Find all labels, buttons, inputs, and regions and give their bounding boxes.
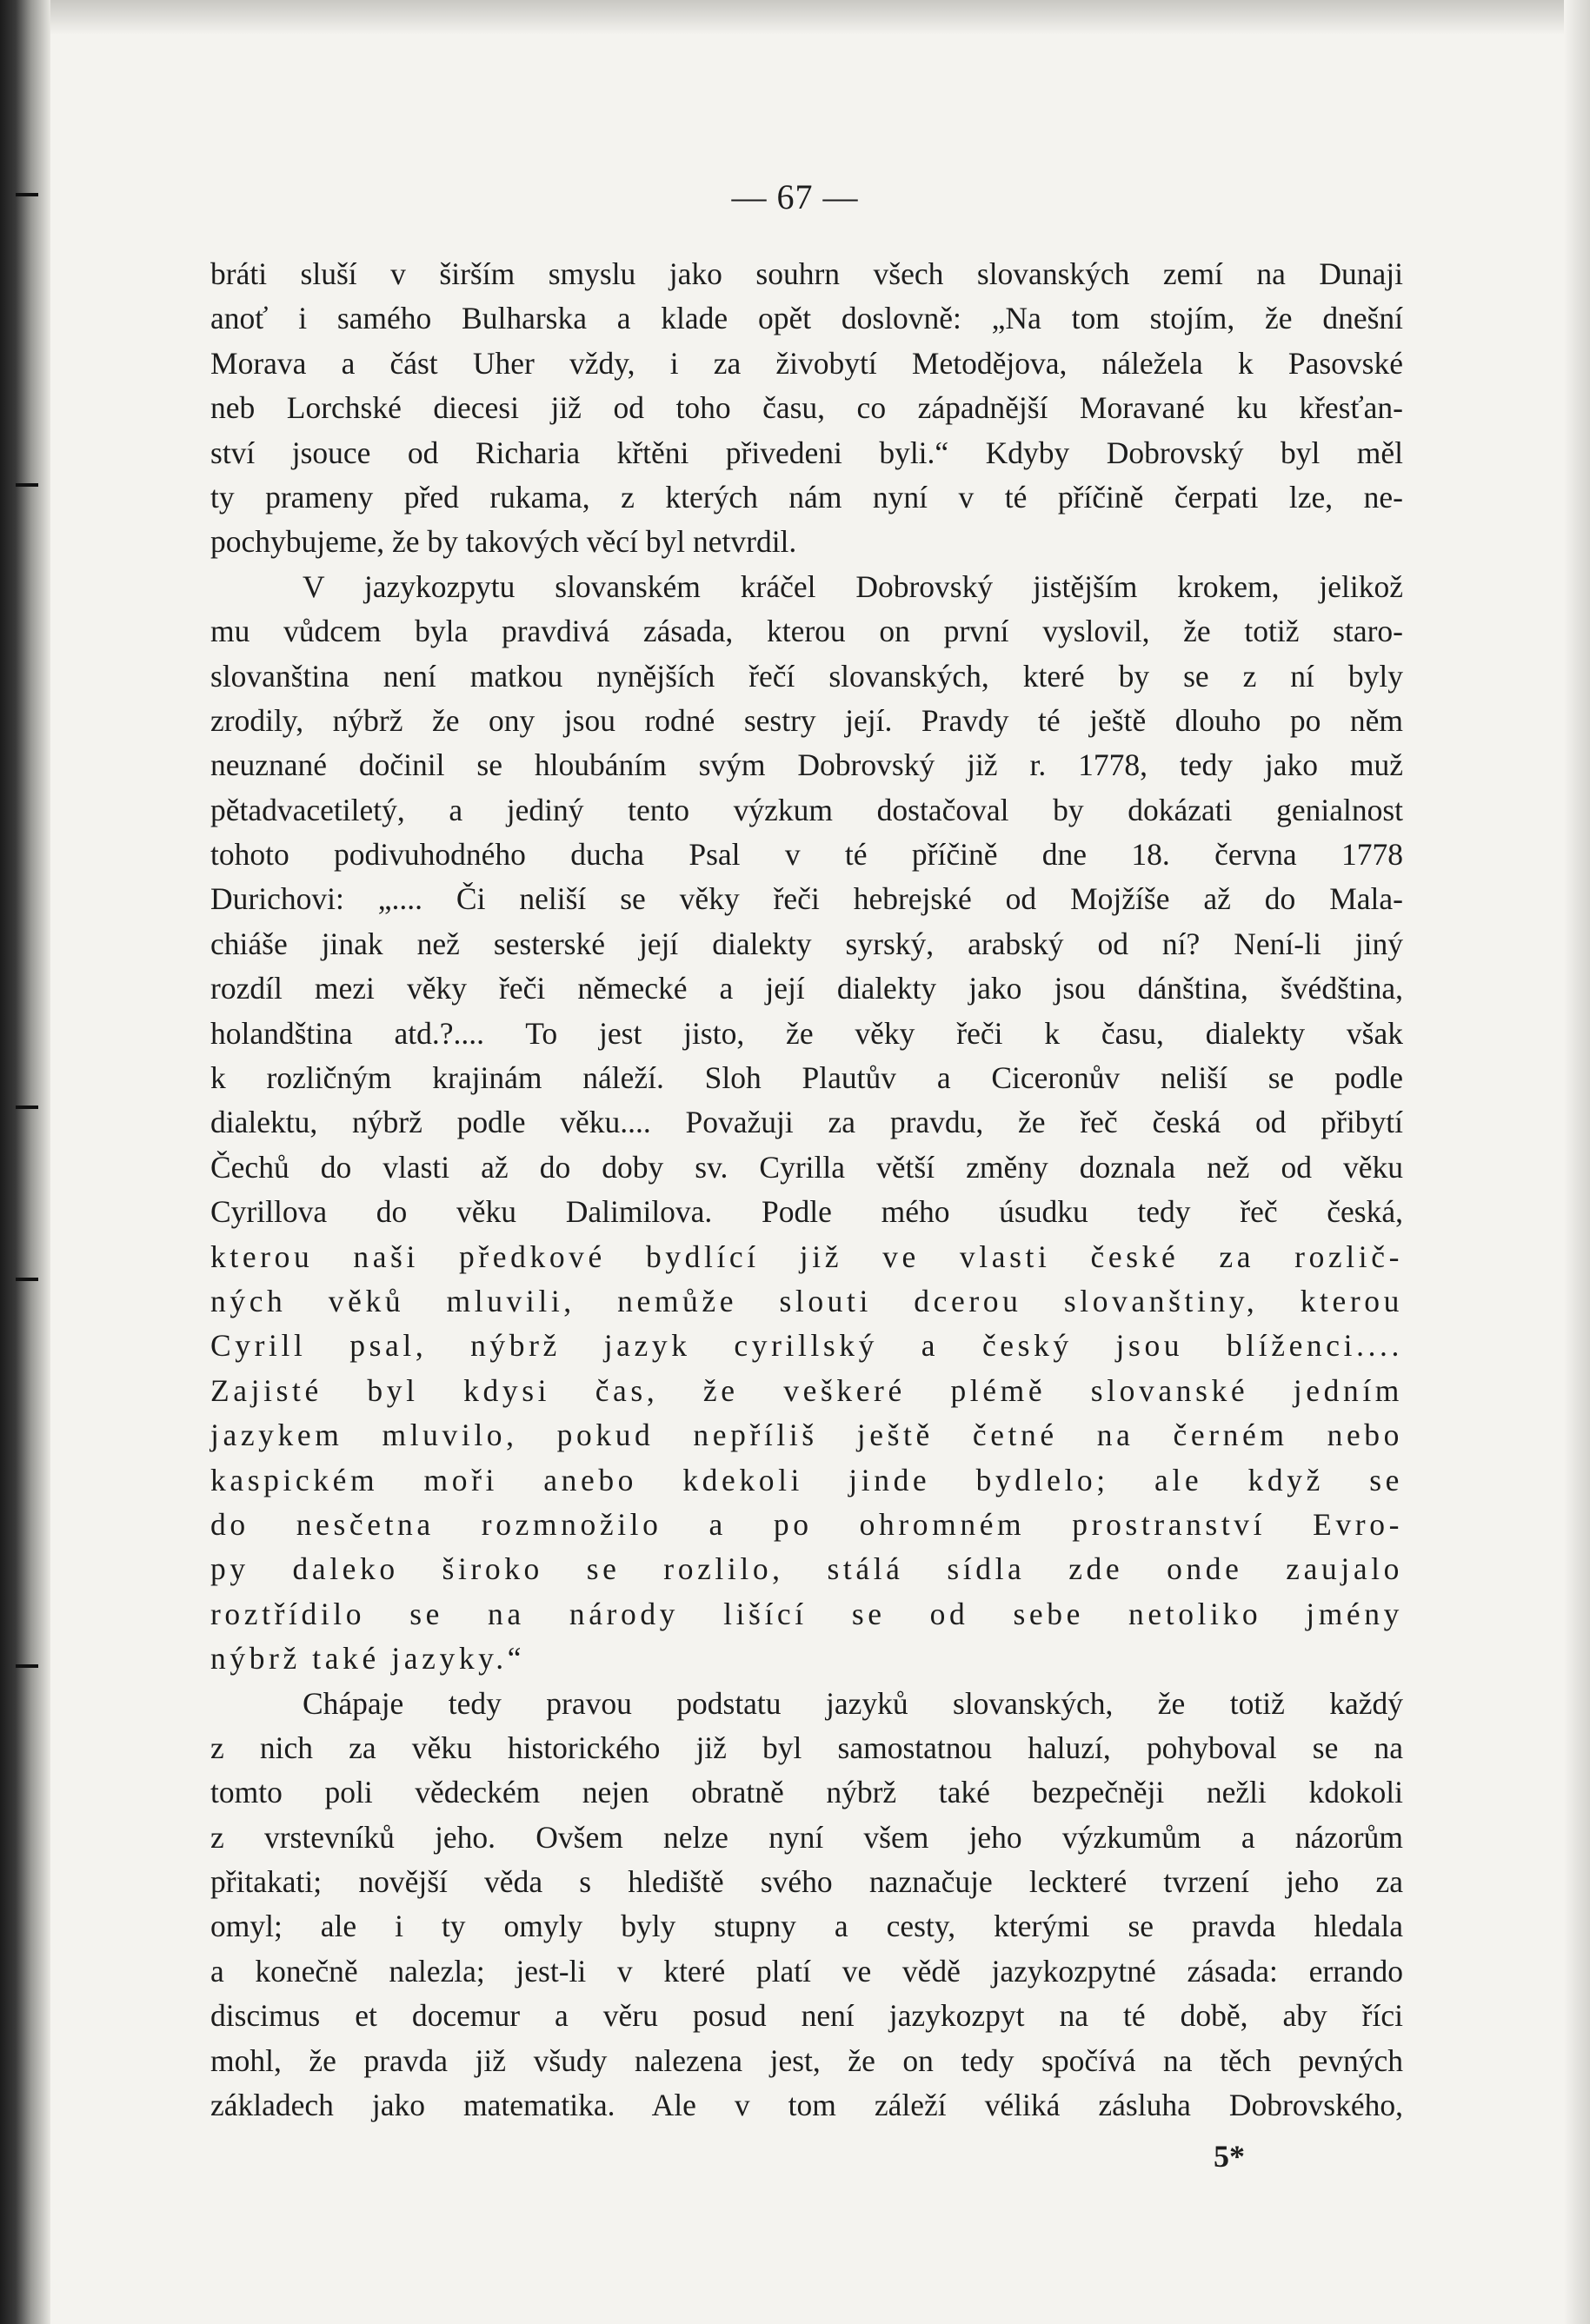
- scan-top-shadow: [0, 0, 1590, 35]
- margin-mark: [16, 1278, 38, 1281]
- scan-right-edge: [1564, 0, 1590, 2324]
- text-line: do nesčetna rozmnožilo a po ohromném prostranství Evro-: [210, 1506, 1403, 1542]
- text-line: Morava a část Uher vždy, i za živobytí Metodějova, náležela k Pasovské: [210, 345, 1403, 381]
- text-line: tomto poli vědeckém nejen obratně nýbrž také bezpečněji nežli kdokoli: [210, 1775, 1403, 1810]
- text-line: V jazykozpytu slovanském kráčel Dobrovský jistějším krokem, jelikož: [303, 568, 1403, 604]
- text-line: bráti sluší v širším smyslu jako souhrn všech slovanských zemí na Dunaji: [210, 256, 1403, 291]
- text-line: Zajisté byl kdysi čas, že veškeré plémě slovanské jedním: [210, 1372, 1403, 1408]
- text-line: jazykem mluvilo, pokud nepříliš ještě četné na černém nebo: [210, 1418, 1403, 1453]
- text-line: Chápaje tedy pravou podstatu jazyků slovanských, že totiž každý: [303, 1685, 1403, 1721]
- page-number: — 67 —: [731, 177, 859, 216]
- text-line: ství jsouce od Richaria křtěni přivedeni byli.“ Kdyby Dobrovský byl měl: [210, 435, 1403, 470]
- text-line: zrodily, nýbrž že ony jsou rodné sestry její. Pravdy té ještě dlouho po něm: [210, 702, 1403, 738]
- text-line: základech jako matematika. Ale v tom záleží véliká zásluha Dobrovského,: [210, 2088, 1403, 2123]
- text-line: mohl, že pravda již všudy nalezena jest, že on tedy spočívá na těch pevných: [210, 2042, 1403, 2078]
- text-line: holandština atd.?.... To jest jisto, že věky řeči k času, dialekty však: [210, 1015, 1403, 1051]
- text-line: přitakati; novější věda s hlediště svého naznačuje leckteré tvrzení jeho za: [210, 1864, 1403, 1900]
- text-line: kaspickém moři anebo kdekoli jinde bydlelo; ale když se: [210, 1462, 1403, 1497]
- text-line: z nich za věku historického již byl samostatnou haluzí, pohyboval se na: [210, 1730, 1403, 1765]
- text-line: discimus et docemur a věru posud není jazykozpyt na té době, aby říci: [210, 1998, 1403, 2034]
- text-line: ných věků mluvili, nemůže slouti dcerou slovanštiny, kterou: [210, 1283, 1403, 1318]
- text-line: nýbrž také jazyky.“: [210, 1641, 526, 1677]
- text-line: omyl; ale i ty omyly byly stupny a cesty, kterými se pravda hledala: [210, 1909, 1403, 1944]
- body-text: [210, 252, 1403, 2128]
- text-line: ty prameny před rukama, z kterých nám nyní v té příčině čerpati lze, ne-: [210, 479, 1403, 515]
- text-line: mu vůdcem byla pravdivá zásada, kterou on první vyslovil, že totiž staro-: [210, 614, 1403, 649]
- text-line: dialektu, nýbrž podle věku.... Považuji za pravdu, že řeč česká od přibytí: [210, 1105, 1403, 1140]
- margin-mark: [16, 1664, 38, 1668]
- margin-mark: [16, 1106, 38, 1109]
- text-line: Durichovi: „.... Či neliší se věky řeči hebrejské od Mojžíše až do Mala-: [210, 881, 1403, 917]
- text-line: pětadvacetiletý, a jediný tento výzkum dostačoval by dokázati genialnost: [210, 792, 1403, 827]
- text-line: neb Lorchské diecesi již od toho času, co západnější Moravané ku křesťan-: [210, 390, 1403, 426]
- text-line: roztřídilo se na národy lišící se od sebe netoliko jmény: [210, 1596, 1403, 1631]
- text-line: kterou naši předkové bydlící již ve vlasti české za rozlič-: [210, 1238, 1403, 1274]
- text-line: py daleko široko se rozlilo, stálá sídla zde onde zaujalo: [210, 1551, 1403, 1587]
- text-line: rozdíl mezi věky řeči německé a její dialekty jako jsou dánština, švédština,: [210, 971, 1403, 1006]
- text-line: anoť i samého Bulharska a klade opět doslovně: „Na tom stojím, že dnešní: [210, 301, 1403, 336]
- text-line: slovanština není matkou nynějších řečí slovanských, které by se z ní byly: [210, 658, 1403, 694]
- text-line: tohoto podivuhodného ducha Psal v té příčině dne 18. června 1778: [210, 837, 1403, 873]
- text-line: Čechů do vlasti až do doby sv. Cyrilla větší změny doznala než od věku: [210, 1149, 1403, 1185]
- text-line: pochybujeme, že by takových věcí byl netvrdil.: [210, 524, 797, 560]
- text-line: neuznané dočinil se hloubáním svým Dobrovský již r. 1778, tedy jako muž: [210, 747, 1403, 783]
- text-line: k rozličným krajinám náleží. Sloh Plautův a Ciceronův neliší se podle: [210, 1060, 1403, 1096]
- margin-mark: [16, 483, 38, 487]
- printer-signature-mark: 5*: [1214, 2139, 1245, 2174]
- text-line: z vrstevníků jeho. Ovšem nelze nyní všem jeho výzkumům a názorům: [210, 1819, 1403, 1855]
- text-line: chiáše jinak než sesterské její dialekty syrský, arabský od ní? Není-li jiný: [210, 926, 1403, 961]
- scan-left-binding-edge: [0, 0, 50, 2324]
- text-line: Cyrillova do věku Dalimilova. Podle mého úsudku tedy řeč česká,: [210, 1194, 1403, 1230]
- text-line: Cyrill psal, nýbrž jazyk cyrillský a český jsou blíženci....: [210, 1328, 1403, 1364]
- text-line: a konečně nalezla; jest-li v které platí ve vědě jazykozpytné zásada: errando: [210, 1953, 1403, 1989]
